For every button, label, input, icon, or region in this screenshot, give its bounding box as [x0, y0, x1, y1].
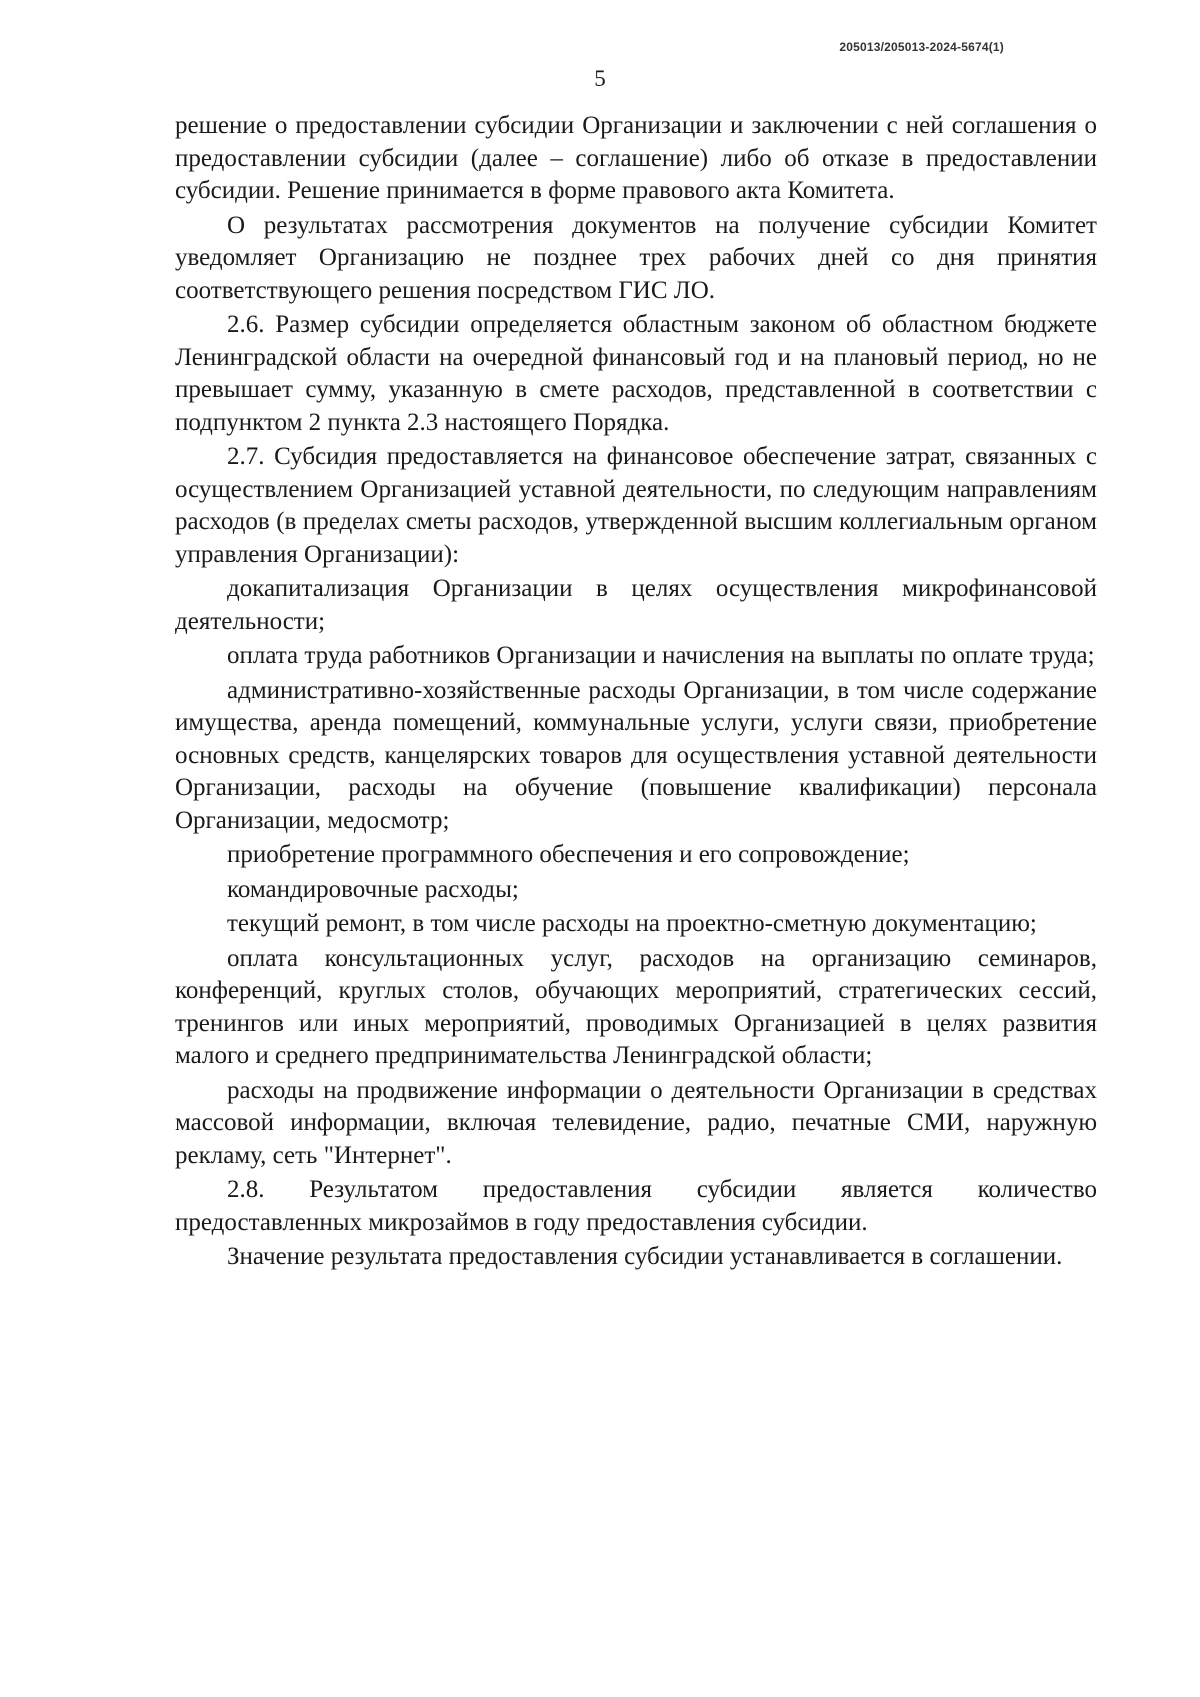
page-number: 5 [594, 66, 606, 91]
paragraph: О результатах рассмотрения документов на получение субсидии Комитет уведомляет Организацию не позднее трех рабочих дней со дня принятия соответствующего решения посредством ГИС ЛО. [175, 211, 1097, 304]
list-item: оплата консультационных услуг, расходов на организацию семинаров, конференций, круглых столов, обучающих мероприятий, стратегических сессий, тренингов или иных мероприятий, проводимых Организацией в целях развития малого и среднего предпринимательства Ленинградской области; [175, 944, 1097, 1069]
list-item: докапитализация Организации в целях осуществления микрофинансовой деятельности; [175, 575, 1097, 635]
list-item: приобретение программного обеспечения и его сопровождение; [227, 841, 910, 868]
paragraph: 2.6. Размер субсидии определяется областным законом об областном бюджете Ленинградской области на очередной финансовый год и на плановый период, но не превышает сумму, указанную в смете расходов, представленной в соответствии с подпунктом 2 пункта 2.3 настоящего Порядка. [175, 311, 1097, 436]
paragraph: решение о предоставлении субсидии Организации и заключении с ней соглашения о предоставлении субсидии (далее – соглашение) либо об отказе в предоставлении субсидии. Решение принимается в форме правового акта Комитета. [175, 112, 1097, 204]
list-item: текущий ремонт, в том числе расходы на проектно-сметную документацию; [227, 910, 1037, 937]
paragraph: Значение результата предоставления субсидии устанавливается в соглашении. [227, 1243, 1063, 1270]
list-item: командировочные расходы; [227, 875, 519, 903]
document-body [175, 110, 1097, 1276]
document-id: 205013/205013-2024-5674(1) [839, 40, 1004, 54]
list-item: оплата труда работников Организации и начисления на выплаты по оплате труда; [227, 642, 1095, 669]
paragraph: 2.7. Субсидия предоставляется на финансовое обеспечение затрат, связанных с осуществлением Организацией уставной деятельности, по следующим направлениям расходов (в пределах сметы расходов, утвержденной высшим коллегиальным органом управления Организации): [175, 443, 1097, 568]
paragraph: 2.8. Результатом предоставления субсидии является количество предоставленных микрозаймов в году предоставления субсидии. [175, 1176, 1097, 1236]
list-item: административно-хозяйственные расходы Организации, в том числе содержание имущества, аренда помещений, коммунальные услуги, услуги связи, приобретение основных средств, канцелярских товаров для осуществления уставной деятельности Организации, расходы на обучение (повышение квалификации) персонала Организации, медосмотр; [175, 676, 1097, 834]
list-item: расходы на продвижение информации о деятельности Организации в средствах массовой информации, включая телевидение, радио, печатные СМИ, наружную рекламу, сеть "Интернет". [175, 1076, 1097, 1169]
